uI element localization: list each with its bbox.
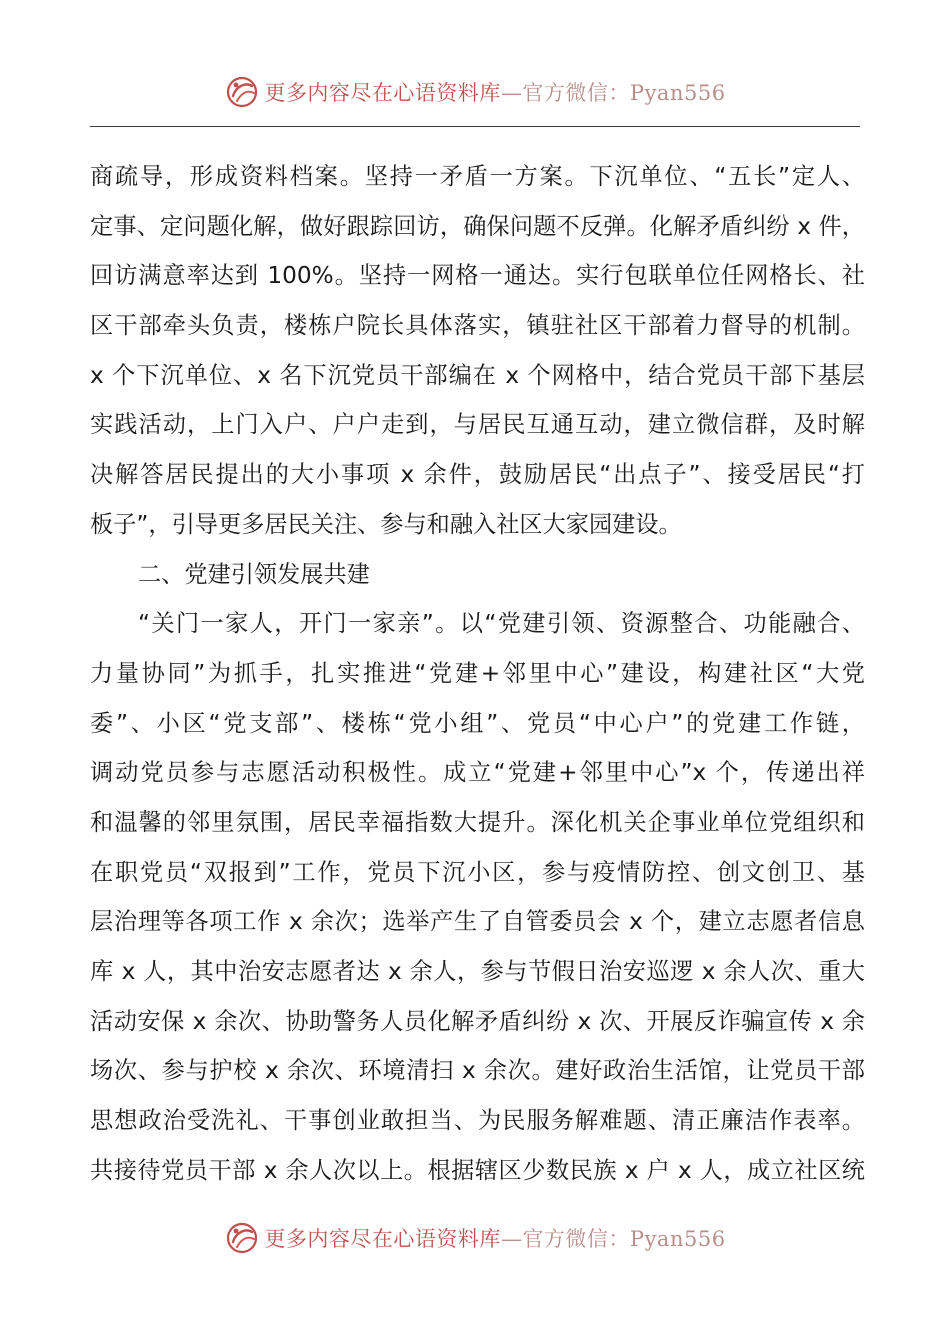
body-line: 库 x 人，其中治安志愿者达 x 余人，参与节假日治安巡逻 x 余人次、重大 — [90, 958, 865, 985]
body-line: 区干部牵头负责，楼栋户院长具体落实，镇驻社区干部着力督导的机制。 — [90, 312, 865, 340]
watermark-logo-icon — [224, 1220, 260, 1256]
watermark-text — [264, 77, 725, 107]
watermark-main-text: 更多内容尽在心语资料库 — [264, 1227, 501, 1251]
body-line: 场次、参与护校 x 余次、环境清扫 x 余次。建好政治生活馆，让党员干部 — [90, 1057, 865, 1085]
watermark-text — [264, 1223, 725, 1253]
body-line: 实践活动，上门入户、户户走到，与居民互通互动，建立微信群，及时解 — [90, 411, 865, 439]
document-body — [90, 152, 865, 1195]
body-line: 商疏导，形成资料档案。坚持一矛盾一方案。下沉单位、“五长”定人、 — [90, 163, 865, 190]
body-line: 力量协同”为抓手，扎实推进“党建+邻里中心”建设，构建社区“大党 — [90, 659, 865, 687]
body-line: x 个下沉单位、x 名下沉党员干部编在 x 个网格中，结合党员干部下基层 — [90, 361, 865, 389]
body-line: 定事、定问题化解，做好跟踪回访，确保问题不反弹。化解矛盾纠纷 x 件， — [90, 212, 865, 240]
watermark-dash: — — [500, 1227, 523, 1251]
body-line: 层治理等各项工作 x 余次；选举产生了自管委员会 x 个，建立志愿者信息 — [90, 908, 865, 936]
watermark-logo-icon — [224, 74, 260, 110]
body-line: 思想政治受洗礼、干事创业敢担当、为民服务解难题、清正廉洁作表率。 — [90, 1107, 865, 1135]
header-divider — [90, 126, 860, 127]
body-line: 活动安保 x 余次、协助警务人员化解矛盾纠纷 x 次、开展反诈骗宣传 x 余 — [90, 1007, 865, 1035]
watermark-dash: — — [500, 81, 523, 105]
body-line: 决解答居民提出的大小事项 x 余件，鼓励居民“出点子”、接受居民“打 — [90, 461, 865, 489]
body-line: 在职党员“双报到”工作，党员下沉小区，参与疫情防控、创文创卫、基 — [90, 858, 865, 886]
body-line: 调动党员参与志愿活动积极性。成立“党建+邻里中心”x 个，传递出祥 — [90, 759, 865, 787]
watermark-wechat-text: 官方微信：Pyan556 — [522, 1227, 726, 1251]
body-line: 回访满意率达到 100%。坚持一网格一通达。实行包联单位任网格长、社 — [90, 262, 865, 290]
body-line: “关门一家人，开门一家亲”。以“党建引领、资源整合、功能融合、 — [138, 610, 865, 638]
body-line: 板子”，引导更多居民关注、参与和融入社区大家园建设。 — [90, 510, 682, 538]
watermark-wechat-text: 官方微信：Pyan556 — [522, 81, 726, 105]
body-line: 委”、小区“党支部”、楼栋“党小组”、党员“中心户”的党建工作链， — [90, 709, 865, 737]
footer-watermark — [0, 1216, 950, 1260]
watermark-main-text: 更多内容尽在心语资料库 — [264, 81, 501, 105]
body-line: 共接待党员干部 x 余人次以上。根据辖区少数民族 x 户 x 人，成立社区统 — [90, 1156, 865, 1184]
section-heading: 二、党建引领发展共建 — [138, 560, 370, 588]
body-line: 和温馨的邻里氛围，居民幸福指数大提升。深化机关企事业单位党组织和 — [90, 808, 865, 836]
header-watermark — [0, 70, 950, 114]
